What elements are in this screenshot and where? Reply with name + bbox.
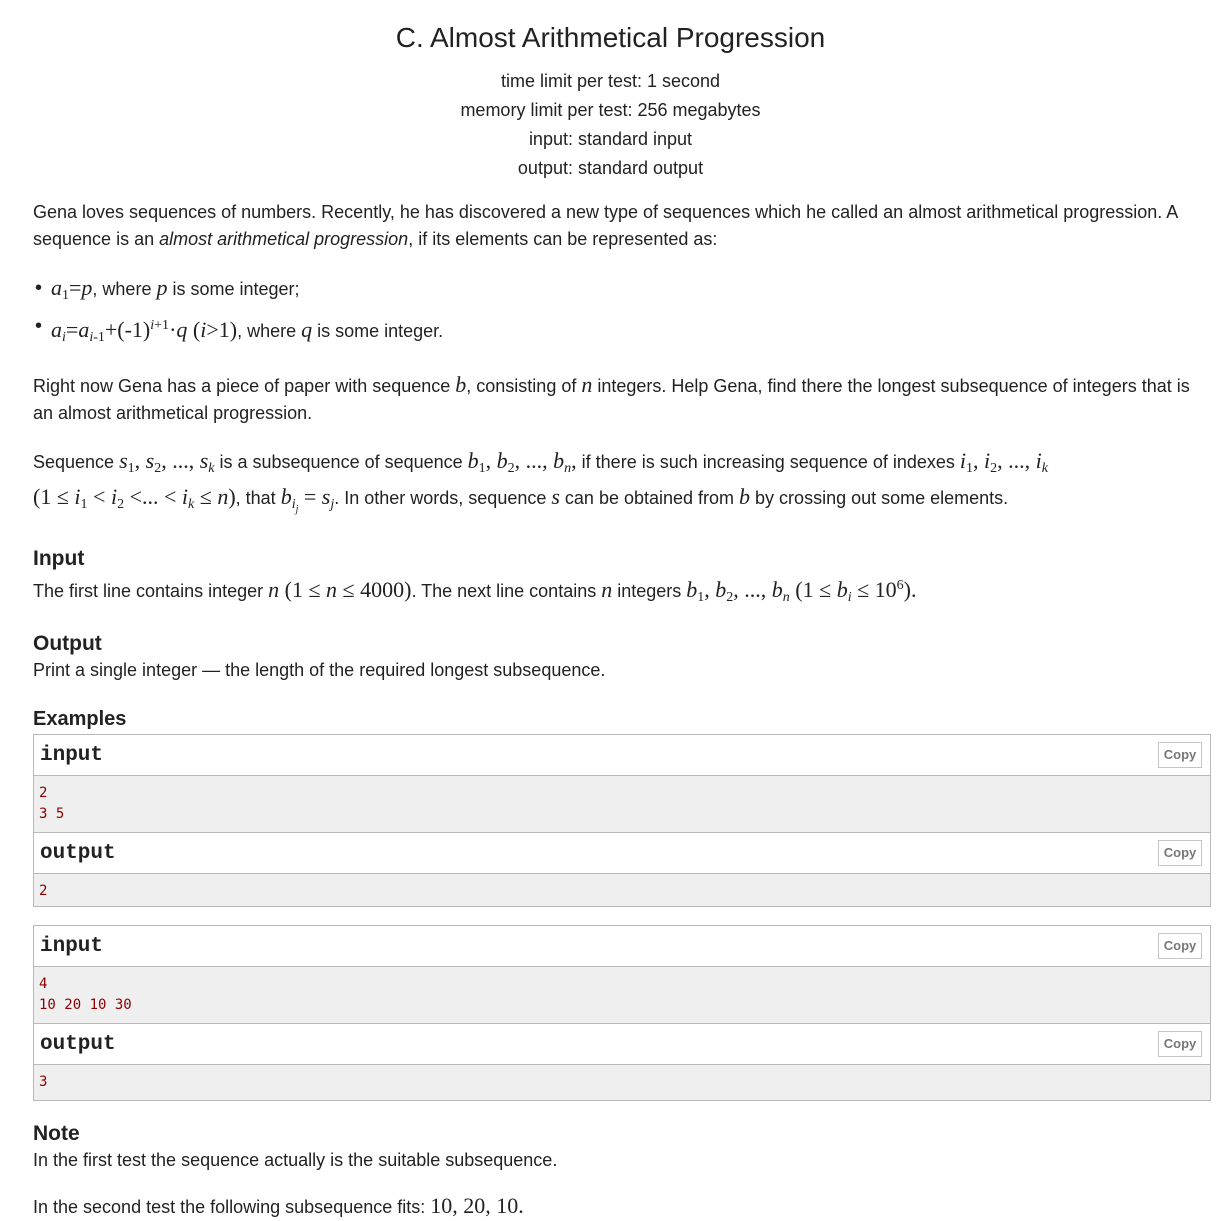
copy-button[interactable]: Copy xyxy=(1158,933,1202,959)
statement-paragraph-3: Sequence $s_1$, $s_2$, ..., $s_k$ is a subsequence of sequence $b_1$, $b_2$, ..., $b_n$, if there is such increasing sequence of indexes $i_1$, $i_2$, ..., $i_k$ ($1 \le i_1 < i_2$ <... < $i_k \le n$), that $b_{i_j} = s_j$. In other words, sequence s can be obtained from b by crossing out some elements. xyxy=(33,448,1048,515)
example-2-output xyxy=(33,1024,1211,1101)
input-line: 3 5 xyxy=(39,805,65,822)
statement-paragraph-1: Gena loves sequences of numbers. Recently, he has discovered a new type of sequences which he called an almost arithmetical progression. A sequence is an almost arithmetical progression, if its elements can be represented as: xyxy=(33,202,1178,249)
copy-button[interactable]: Copy xyxy=(1158,1031,1202,1057)
note-line-2: In the second test the following subsequence fits: 10, 20, 10. xyxy=(33,1192,524,1218)
statement-paragraph-2: Right now Gena has a piece of paper with sequence b, consisting of n integers. Help Gena, find there the longest subsequence of integers that is an almost arithmetical progression. xyxy=(33,372,1190,423)
input-line: 10 20 10 30 xyxy=(39,996,132,1013)
example-1-output xyxy=(33,833,1211,907)
problem-statement xyxy=(33,199,1213,1221)
output-heading: Output xyxy=(33,631,102,655)
problem-header xyxy=(0,0,1221,183)
example-input-text xyxy=(34,967,1210,1023)
definition-item-1: • $a_1=p$, where p is some integer; xyxy=(51,273,1213,311)
example-output-text xyxy=(34,874,1210,906)
copy-button[interactable]: Copy xyxy=(1158,840,1202,866)
output-description: Print a single integer — the length of the required longest subsequence. xyxy=(33,659,606,680)
note-line-1: In the first test the sequence actually is the suitable subsequence. xyxy=(33,1149,558,1170)
output-type: output: standard output xyxy=(517,158,704,178)
definition-item-2: • $a_i=a_{i-1}+(-1)^{i+1}\cdot q$ (i>1), where q is some integer. xyxy=(51,311,1213,353)
input-label: input xyxy=(34,926,1210,967)
example-1-input xyxy=(33,734,1211,833)
input-heading: Input xyxy=(33,546,85,570)
memory-limit: memory limit per test: 256 megabytes xyxy=(460,100,761,120)
output-line: 3 xyxy=(39,1073,48,1090)
example-2-input xyxy=(33,925,1211,1024)
examples-heading: Examples xyxy=(33,707,127,730)
copy-button[interactable]: Copy xyxy=(1158,742,1202,768)
output-line: 2 xyxy=(39,882,48,899)
input-line: 4 xyxy=(39,975,48,992)
note-heading: Note xyxy=(33,1121,80,1145)
page-title: C. Almost Arithmetical Progression xyxy=(395,22,826,53)
time-limit: time limit per test: 1 second xyxy=(500,71,721,91)
input-type: input: standard input xyxy=(528,129,693,149)
example-input-text xyxy=(34,776,1210,832)
definition-list xyxy=(33,273,1213,353)
output-label: output xyxy=(34,1024,1210,1065)
output-label: output xyxy=(34,833,1210,874)
input-description: The first line contains integer n (1 ≤ n ≤ 4000). The next line contains n integers $b_1$, $b_2$, ..., $b_n$ $(1 \le b_i \le 10^6)$. xyxy=(33,576,917,605)
example-output-text xyxy=(34,1065,1210,1100)
input-line: 2 xyxy=(39,784,48,801)
input-label: input xyxy=(34,735,1210,776)
